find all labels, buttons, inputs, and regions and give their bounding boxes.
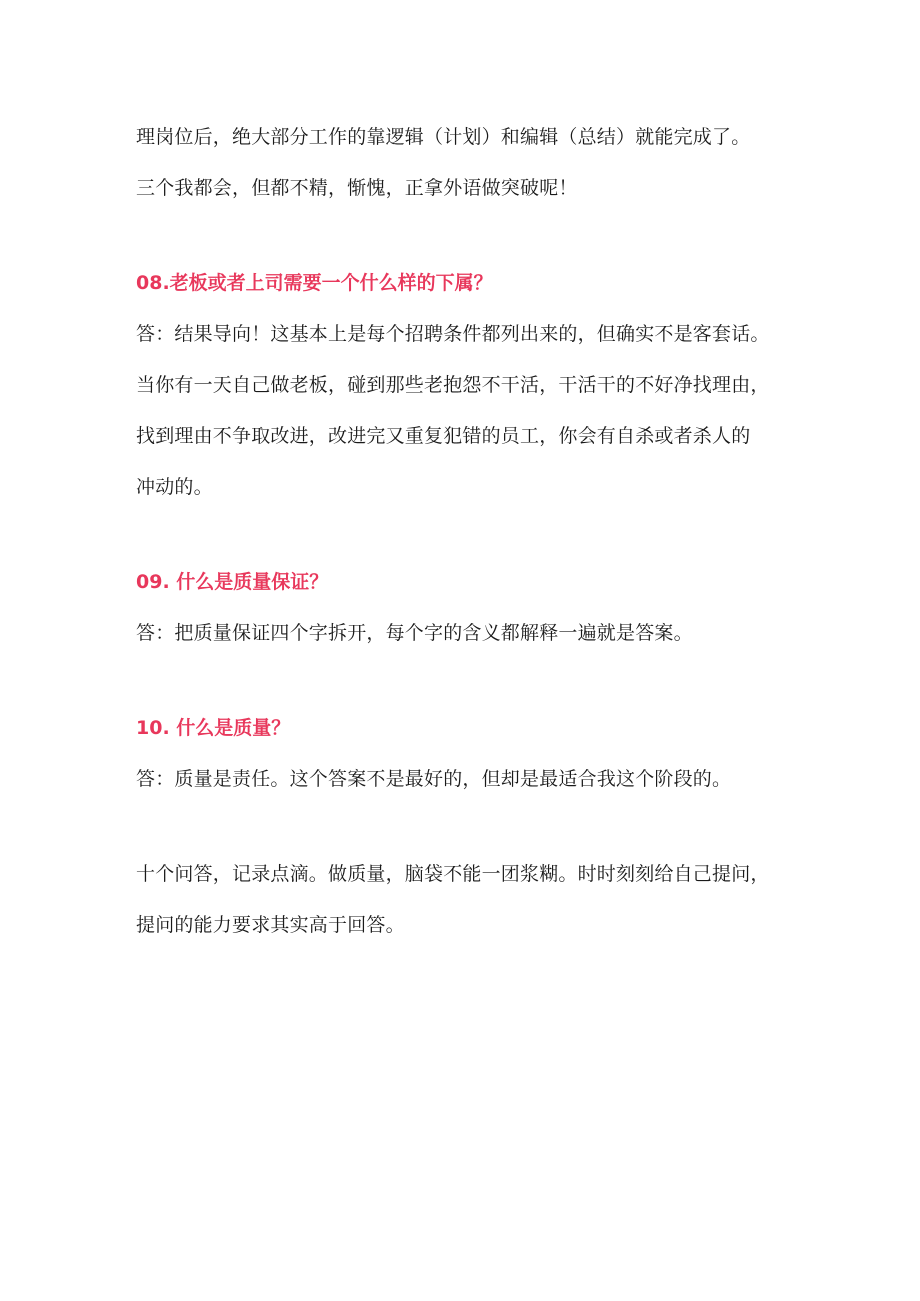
answer-line: 找到理由不争取改进，改进完又重复犯错的员工，你会有自杀或者杀人的	[136, 425, 751, 447]
section-q10	[136, 703, 836, 805]
spacer	[136, 513, 836, 557]
spacer	[136, 805, 836, 849]
spacer	[136, 659, 836, 703]
paragraph-line: 十个问答，记录点滴。做质量，脑袋不能一团浆糊。时时刻刻给自己提问，	[136, 863, 770, 885]
answer-line: 答：质量是责任。这个答案不是最好的，但却是最适合我这个阶段的。	[136, 768, 732, 790]
section-heading: 10. 什么是质量？	[136, 717, 291, 739]
section-q09	[136, 557, 836, 659]
paragraph-line: 提问的能力要求其实高于回答。	[136, 914, 405, 936]
answer-line: 答：把质量保证四个字拆开，每个字的含义都解释一遍就是答案。	[136, 622, 693, 644]
closing-paragraph	[136, 849, 836, 951]
section-q08	[136, 258, 836, 513]
paragraph-line: 理岗位后，绝大部分工作的靠逻辑（计划）和编辑（总结）就能完成了。	[136, 126, 751, 148]
document-page	[136, 112, 836, 951]
section-heading: 09. 什么是质量保证？	[136, 571, 329, 593]
intro-paragraph	[136, 112, 836, 214]
spacer	[136, 214, 836, 258]
answer-line: 当你有一天自己做老板，碰到那些老抱怨不干活，干活干的不好净找理由，	[136, 374, 770, 396]
answer-line: 答：结果导向！这基本上是每个招聘条件都列出来的，但确实不是客套话。	[136, 323, 770, 345]
paragraph-line: 三个我都会，但都不精，惭愧，正拿外语做突破呢！	[136, 177, 578, 199]
answer-line: 冲动的。	[136, 476, 213, 498]
section-heading: 08.老板或者上司需要一个什么样的下属？	[136, 272, 493, 294]
